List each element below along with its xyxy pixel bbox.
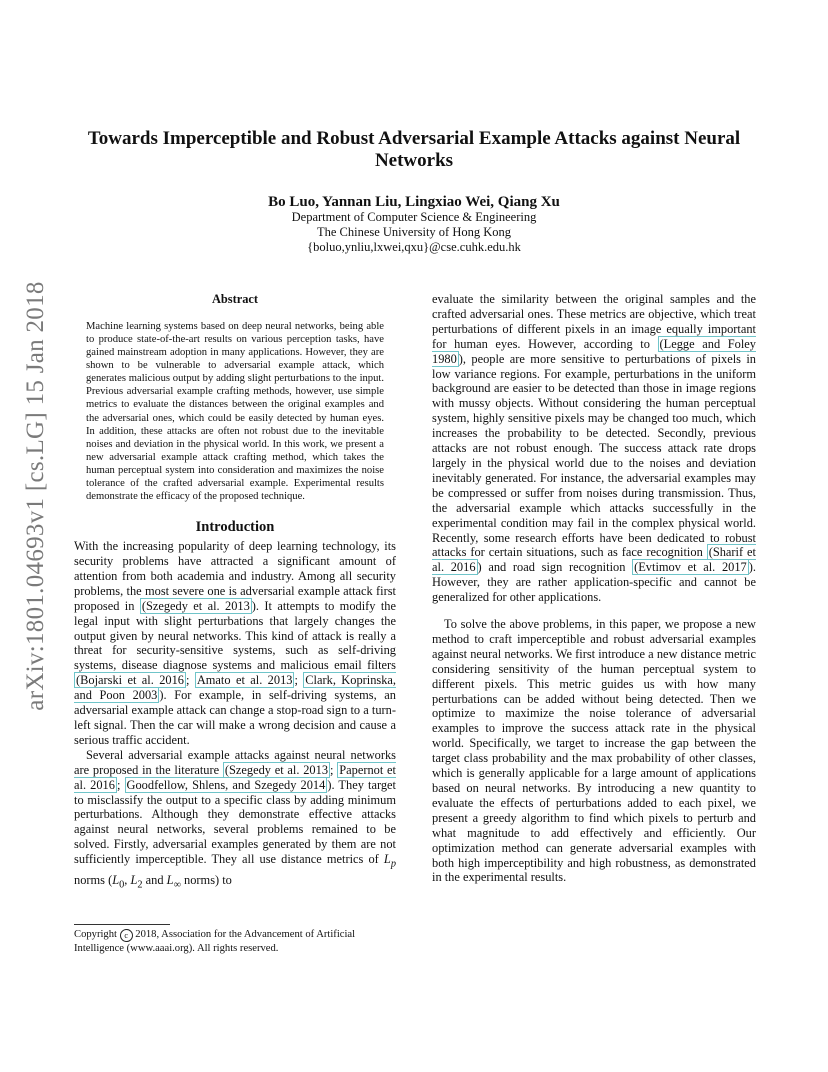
- math-subscript: ∞: [173, 879, 181, 890]
- intro-paragraph-3: [432, 292, 756, 605]
- paper-authors: Bo Luo, Yannan Liu, Lingxiao Wei, Qiang Xu: [268, 194, 560, 210]
- copyright-symbol: c: [120, 929, 133, 942]
- arxiv-identifier: arXiv:1801.04693v1 [cs.LG] 15 Jan 2018: [22, 281, 49, 711]
- text-run: ). For example, in self-driving systems, an adversarial example attack can change a stop-road sign to a turn-left signal. Then the car will make a wrong decision and cause a serious traffic accident.: [74, 688, 396, 747]
- intro-paragraph-1: [74, 539, 396, 748]
- math-subscript: 0: [119, 879, 125, 890]
- text-run: evaluate the similarity between the original samples and the crafted adversarial ones. These metrics are objective, which treat perturbations of different pixels in an image equally important for human eyes. However, according to: [432, 292, 756, 351]
- text-run: ;: [294, 673, 304, 688]
- math-subscript: 2: [137, 879, 143, 890]
- copyright-text: 2018, Association for the Advancement of Artificial Intelligence (www.aaai.org). All rights reserved.: [74, 929, 356, 954]
- copyright-prefix: Copyright: [74, 929, 117, 940]
- paper-title: Towards Imperceptible and Robust Adversarial Example Attacks against Neural Networks: [87, 128, 741, 171]
- text-run: Several adversarial example attacks against neural networks are proposed in the literature: [74, 747, 396, 777]
- text-run: ;: [116, 777, 125, 792]
- intro-paragraph-4: To solve the above problems, in this paper, we propose a new method to craft imperceptible and robust adversarial examples against neural networks. We first introduce a new distance metric considering sensitivity of the human perceptual system to different pixels. This metric guides us with how many perturbations can be added without being detected. Then we optimize to maximize the noise tolerance of adversarial examples to improve the success attack rate in the physical world. Specifically, we target to increase the gap between the target class probability and the max probability of other classes, which is generally applicable for a large amount of applications based on neural networks. By introducing a new quantity to evaluate the effects of perturbations added to each pixel, we present a greedy algorithm to find which pixels to perturb and what magnitude to add effectively and efficiently. Our optimization method can generate adversarial examples with both high imperceptibility and high robustness, as demonstrated in the experimental results.: [432, 617, 756, 885]
- affiliation-department: Department of Computer Science & Engineering: [291, 210, 537, 224]
- text-run: norms (: [74, 872, 113, 887]
- text-run: and: [142, 872, 167, 887]
- text-run: ;: [330, 762, 338, 777]
- citation-link[interactable]: (Bojarski et al. 2016: [76, 673, 185, 688]
- citation-link[interactable]: Clark, Koprinska, and Poon 2003: [74, 673, 397, 703]
- affiliation-block: [72, 210, 756, 255]
- text-run: ;: [186, 673, 195, 688]
- copyright-footnote: [74, 924, 396, 955]
- text-run: ). However, they are rather application-specific and cannot be generalized for other applications.: [432, 560, 756, 605]
- text-run: ), people are more sensitive to perturbations of pixels in low variance regions. For example, perturbations in the uniform background are easier to be detected than those in image regions with mussy objects. Without considering the human perceptual system, highly sensitive pixels may be changed too much, which increases the probability to be detected. Secondly, previous attacks are not robust enough. The success attack rate drops largely in the physical world due to the noises and deviation inevitably generated. For instance, the adversarial examples may be compressed or suffer from noises during transmission. Thus, the adversarial example which attacks successfully in the experimental condition may fail in the complex physical world. Recently, some research efforts have been dedicated to robust attacks for certain situations, such as face recognition: [432, 351, 756, 560]
- math-symbol: L: [166, 872, 174, 887]
- abstract-text: Machine learning systems based on deep neural networks, being able to produce state-of-the-art results on various perception tasks, have gained mainstream adoption in many applications. However, they are shown to be vulnerable to adversarial example attack, which generates malicious output by adding slight perturbations to the input. Previous adversarial example crafting methods, however, use simple metrics to evaluate the distances between the original examples and the adversarial ones, which could be easily detected by human eyes. In addition, these attacks are often not robust due to the inevitable noises and deviation in the physical world. In this work, we present a new adversarial example attack crafting method, which takes the human perceptual system into consideration and maximizes the noise tolerance of the crafted adversarial example. Experimental results demonstrate the efficacy of the proposed technique.: [86, 320, 384, 503]
- footnote-rule: [74, 924, 170, 925]
- affiliation-university: The Chinese University of Hong Kong: [316, 225, 512, 239]
- citation-link[interactable]: (Sharif et al. 2016: [432, 545, 756, 575]
- text-run: With the increasing popularity of deep learning technology, its security problems have attracted a significant amount of attention from both academia and industry. Among all security problems, the most severe one is adversarial example attack first proposed in: [74, 539, 396, 613]
- right-column: [432, 292, 756, 885]
- intro-paragraph-2: [74, 748, 396, 893]
- citation-link[interactable]: (Evtimov et al. 2017: [634, 560, 747, 575]
- affiliation-email: {boluo,ynliu,lxwei,qxu}@cse.cuhk.edu.hk: [307, 240, 521, 254]
- math-subscript: p: [390, 858, 396, 870]
- text-run: ). They target to misclassify the output to a specific class by adding minimum perturbations. Although they demonstrate effective attacks against neural networks, several problems remained to be solved. Firstly, adversarial examples generated by them are not sufficiently imperceptible. They all use distance metrics of: [74, 777, 397, 867]
- citation-link[interactable]: (Szegedy et al. 2013: [224, 762, 329, 777]
- citation-link[interactable]: Goodfellow, Shlens, and Szegedy 2014: [126, 777, 326, 792]
- left-column: [74, 292, 396, 893]
- citation-link[interactable]: Amato et al. 2013: [196, 673, 293, 688]
- citation-link[interactable]: Papernot et al. 2016: [74, 762, 396, 792]
- arxiv-identifier-box: [9, 281, 63, 711]
- abstract-heading: Abstract: [211, 292, 259, 306]
- math-symbol: L: [112, 872, 120, 887]
- text-run: norms) to: [180, 872, 232, 887]
- citation-link[interactable]: (Szegedy et al. 2013: [141, 598, 250, 613]
- math-symbol: L: [383, 852, 391, 867]
- introduction-heading: Introduction: [195, 519, 275, 536]
- citation-link[interactable]: (Legge and Foley 1980: [432, 336, 756, 366]
- text-run: ,: [124, 872, 131, 887]
- math-symbol: L: [130, 872, 138, 887]
- text-run: ) and road sign recognition: [477, 560, 633, 575]
- text-run: ). It attempts to modify the legal input with slight perturbations that largely changes the output given by neural networks. This kind of attack is really a threat for security-sensitive systems, such as self-driving systems, disease diagnose systems and malicious email filters: [74, 598, 396, 673]
